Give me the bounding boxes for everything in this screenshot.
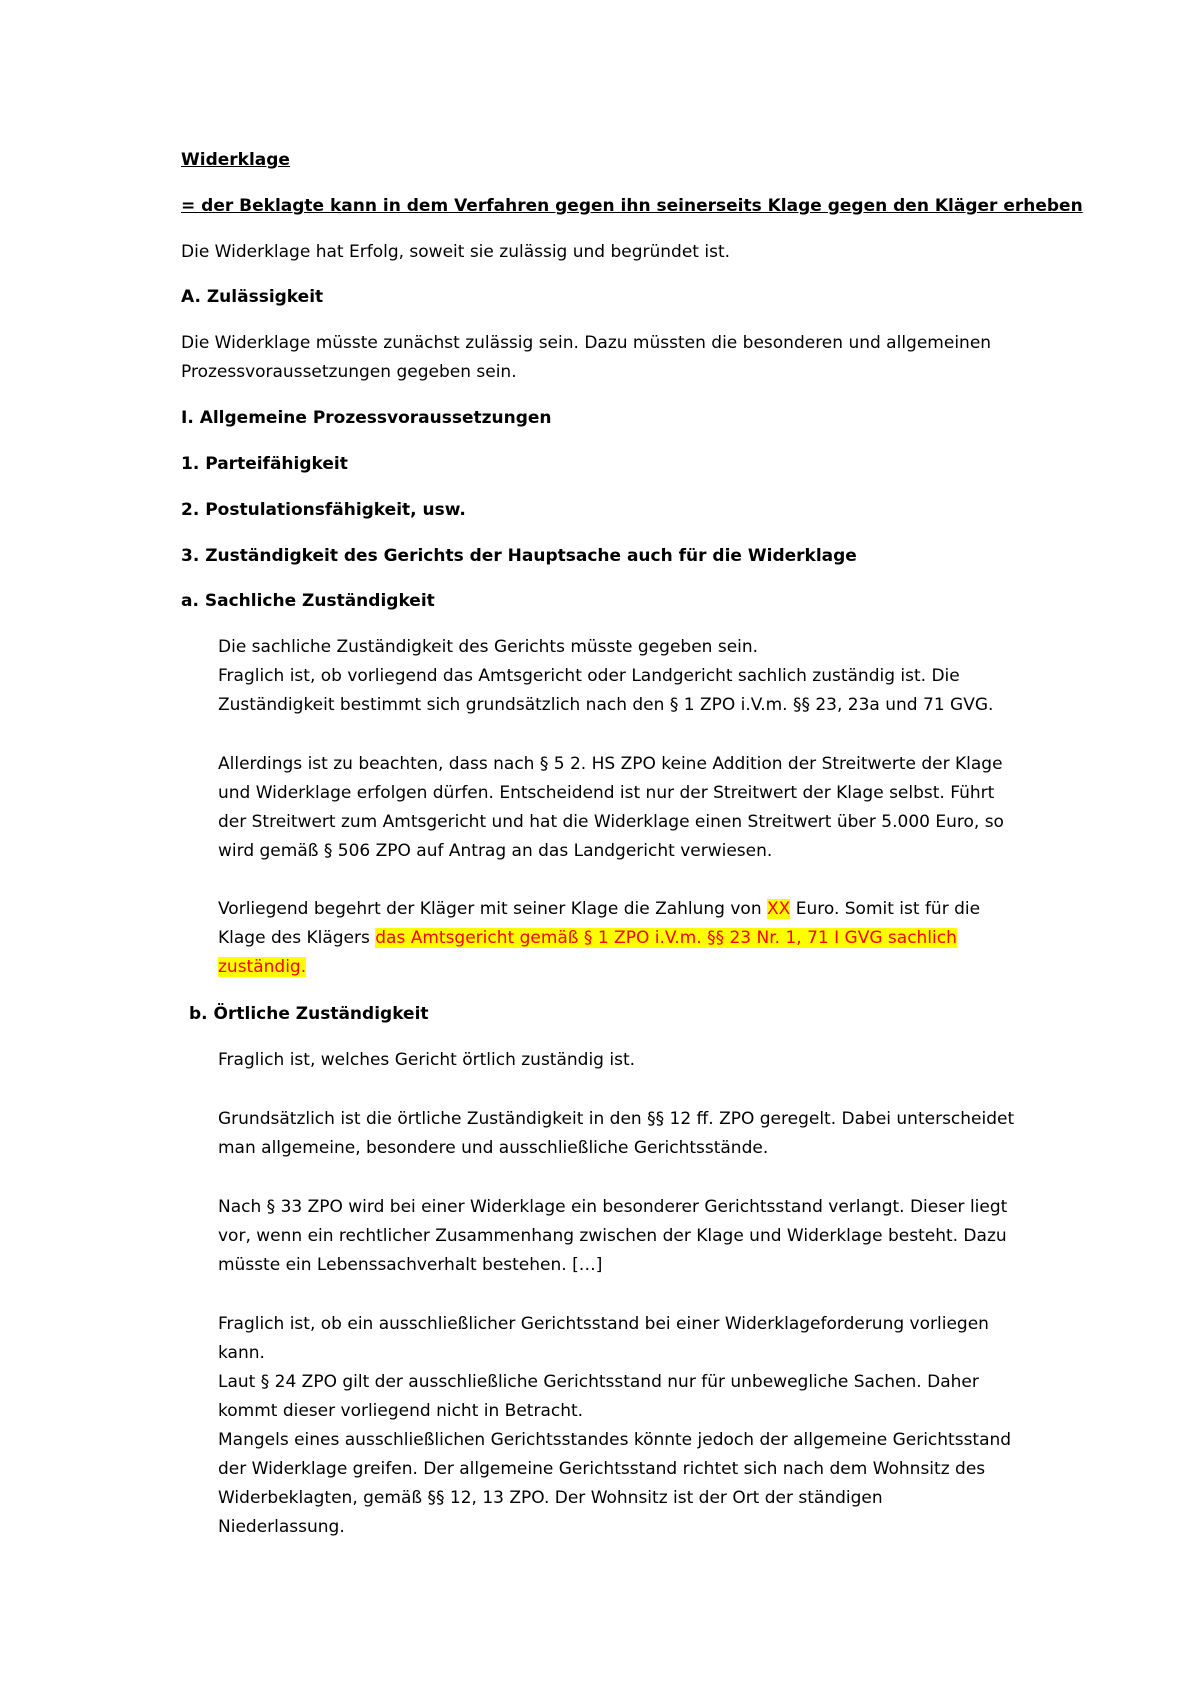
definition-line: = der Beklagte kann in dem Verfahren gegen ihn seinerseits Klage gegen den Kläger erheben: [181, 196, 1083, 216]
text-run: Klage des Klägers: [218, 928, 376, 948]
paragraph-line: Die sachliche Zuständigkeit des Gerichts müsste gegeben sein.: [218, 637, 759, 657]
document-title: Widerklage: [181, 150, 290, 170]
paragraph-line: der Streitwert zum Amtsgericht und hat die Widerklage einen Streitwert über 5.000 Euro, so: [218, 812, 1004, 832]
highlighted-conclusion: das Amtsgericht gemäß § 1 ZPO i.V.m. §§ 23 Nr. 1, 71 I GVG sachlich: [375, 928, 957, 948]
paragraph-line: [218, 896, 980, 922]
paragraph-line: der Widerklage greifen. Der allgemeine Gerichtsstand richtet sich nach dem Wohnsitz des: [218, 1459, 986, 1479]
paragraph-line: Laut § 24 ZPO gilt der ausschließliche Gerichtsstand nur für unbewegliche Sachen. Daher: [218, 1372, 979, 1392]
paragraph-line: Widerbeklagten, gemäß §§ 12, 13 ZPO. Der Wohnsitz ist der Ort der ständigen: [218, 1488, 883, 1508]
paragraph-line: müsste ein Lebenssachverhalt bestehen. […]: [218, 1255, 603, 1275]
paragraph-line: man allgemeine, besondere und ausschließliche Gerichtsstände.: [218, 1138, 769, 1158]
heading-parteifaehigkeit: 1. Parteifähigkeit: [181, 454, 348, 474]
heading-zulaessigkeit: A. Zulässigkeit: [181, 287, 324, 307]
paragraph-line: Fraglich ist, ob vorliegend das Amtsgericht oder Landgericht sachlich zuständig ist. Die: [218, 666, 960, 686]
paragraph-line: Fraglich ist, welches Gericht örtlich zuständig ist.: [218, 1050, 636, 1070]
heading-postulationsfaehigkeit: 2. Postulationsfähigkeit, usw.: [181, 500, 466, 520]
paragraph-line: [218, 954, 306, 980]
paragraph-line: Niederlassung.: [218, 1517, 345, 1537]
paragraph-line: kann.: [218, 1343, 265, 1363]
paragraph-line: Grundsätzlich ist die örtliche Zuständigkeit in den §§ 12 ff. ZPO geregelt. Dabei unterscheidet: [218, 1109, 1015, 1129]
highlighted-conclusion: zuständig.: [218, 957, 307, 977]
heading-allgemeine-prozessvoraussetzungen: I. Allgemeine Prozessvoraussetzungen: [181, 408, 552, 428]
paragraph-line: Fraglich ist, ob ein ausschließlicher Gerichtsstand bei einer Widerklageforderung vorliegen: [218, 1314, 989, 1334]
heading-oertliche-zustaendigkeit: b. Örtliche Zuständigkeit: [189, 1004, 429, 1024]
text-run: Vorliegend begehrt der Kläger mit seiner Klage die Zahlung von: [218, 899, 768, 919]
paragraph-line: Mangels eines ausschließlichen Gerichtsstandes könnte jedoch der allgemeine Gerichtsstand: [218, 1430, 1012, 1450]
text-run: Euro. Somit ist für die: [790, 899, 981, 919]
paragraph-line: und Widerklage erfolgen dürfen. Entscheidend ist nur der Streitwert der Klage selbst. Führt: [218, 783, 995, 803]
highlighted-placeholder: XX: [767, 899, 791, 919]
intro-paragraph: Die Widerklage hat Erfolg, soweit sie zulässig und begründet ist.: [181, 242, 731, 262]
paragraph-line: Zuständigkeit bestimmt sich grundsätzlich nach den § 1 ZPO i.V.m. §§ 23, 23a und 71 GVG.: [218, 695, 994, 715]
heading-zustaendigkeit: 3. Zuständigkeit des Gerichts der Hauptsache auch für die Widerklage: [181, 546, 857, 566]
paragraph-line: wird gemäß § 506 ZPO auf Antrag an das Landgericht verwiesen.: [218, 841, 773, 861]
paragraph-line: Allerdings ist zu beachten, dass nach § 5 2. HS ZPO keine Addition der Streitwerte der Klage: [218, 754, 1003, 774]
paragraph-line: Nach § 33 ZPO wird bei einer Widerklage ein besonderer Gerichtsstand verlangt. Dieser liegt: [218, 1197, 1008, 1217]
paragraph-line: vor, wenn ein rechtlicher Zusammenhang zwischen der Klage und Widerklage besteht. Dazu: [218, 1226, 1007, 1246]
paragraph-line: kommt dieser vorliegend nicht in Betracht.: [218, 1401, 584, 1421]
paragraph-line: [218, 925, 957, 951]
heading-sachliche-zustaendigkeit: a. Sachliche Zuständigkeit: [181, 591, 435, 611]
paragraph-line: Die Widerklage müsste zunächst zulässig sein. Dazu müssten die besonderen und allgemeinen: [181, 333, 992, 353]
paragraph-line: Prozessvoraussetzungen gegeben sein.: [181, 362, 517, 382]
